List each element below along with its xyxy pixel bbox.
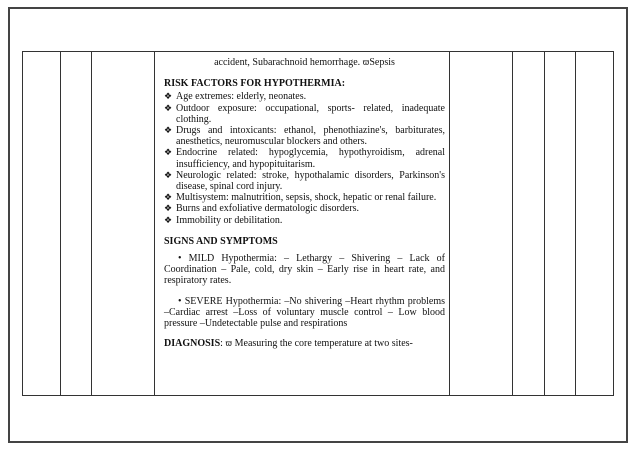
list-item <box>164 215 445 226</box>
list-item-text: Age extremes: elderly, neonates. <box>176 91 307 103</box>
column-divider <box>544 52 545 395</box>
list-item <box>164 192 445 203</box>
list-item <box>164 147 445 169</box>
top-line-after: Sepsis <box>369 57 395 68</box>
list-item-text: Endocrine related: hypoglycemia, hypothyroidism, adrenal insufficiency, and hypopituitarism. <box>176 147 445 170</box>
column-divider <box>512 52 513 395</box>
column-divider <box>60 52 61 395</box>
column-divider <box>575 52 576 395</box>
list-item-text: Burns and exfoliative dermatologic disorders. <box>176 203 360 215</box>
list-item-text: Drugs and intoxicants: ethanol, phenothiazine's, barbiturates, anesthetics, neuromuscular blockers and others. <box>176 125 445 148</box>
top-line-text: accident, Subarachnoid hemorrhage. <box>214 57 361 68</box>
list-item-text: Outdoor exposure: occupational, sports- related, inadequate clothing. <box>176 102 445 125</box>
list-item <box>164 103 445 125</box>
spacer <box>164 329 445 338</box>
bullet-symbol: ϖ <box>362 58 370 67</box>
risk-factors-list <box>164 91 445 225</box>
column-divider <box>449 52 450 395</box>
table-content-cell <box>164 57 445 349</box>
list-item <box>164 125 445 147</box>
list-item <box>164 203 445 214</box>
list-item-text: Neurologic related: stroke, hypothalamic disorders, Parkinson's disease, spinal cord injury. <box>176 169 445 193</box>
list-item <box>164 91 445 102</box>
signs-heading: SIGNS AND SYMPTOMS <box>164 235 278 247</box>
bullet-symbol: ϖ <box>225 339 233 349</box>
severe-paragraph: • SEVERE Hypothermia: –No shivering –Heart rhythm problems –Cardiac arrest –Loss of voluntary muscle control – Low blood pressure –Undetectable pulse and respirations <box>164 295 445 330</box>
column-divider <box>91 52 92 395</box>
risk-factors-heading: RISK FACTORS FOR HYPOTHERMIA: <box>164 78 346 90</box>
column-divider <box>154 52 155 395</box>
diamond-bullet-icon: ❖ <box>164 169 173 180</box>
diamond-bullet-icon: ❖ <box>164 203 173 214</box>
list-item <box>164 170 445 192</box>
diamond-bullet-icon: ❖ <box>164 192 173 203</box>
list-item-text: Immobility or debilitation. <box>176 214 283 226</box>
list-item-text: Multisystem: malnutrition, sepsis, shock, hepatic or renal failure. <box>176 192 437 204</box>
diagnosis-text: Measuring the core temperature at two sites- <box>234 338 413 350</box>
diamond-bullet-icon: ❖ <box>164 214 173 225</box>
diamond-bullet-icon: ❖ <box>164 125 173 136</box>
diagnosis-label: DIAGNOSIS <box>164 338 221 350</box>
mild-paragraph: • MILD Hypothermia: – Lethargy – Shivering – Lack of Coordination – Pale, cold, dry skin – Early rise in heart rate, and respiratory rates. <box>164 253 445 287</box>
diamond-bullet-icon: ❖ <box>164 147 173 158</box>
diamond-bullet-icon: ❖ <box>164 91 173 102</box>
diamond-bullet-icon: ❖ <box>164 102 173 113</box>
top-line <box>164 57 445 68</box>
diagnosis-line: DIAGNOSIS: ϖ Measuring the core temperature at two sites- <box>164 338 413 350</box>
spacer <box>164 287 445 296</box>
